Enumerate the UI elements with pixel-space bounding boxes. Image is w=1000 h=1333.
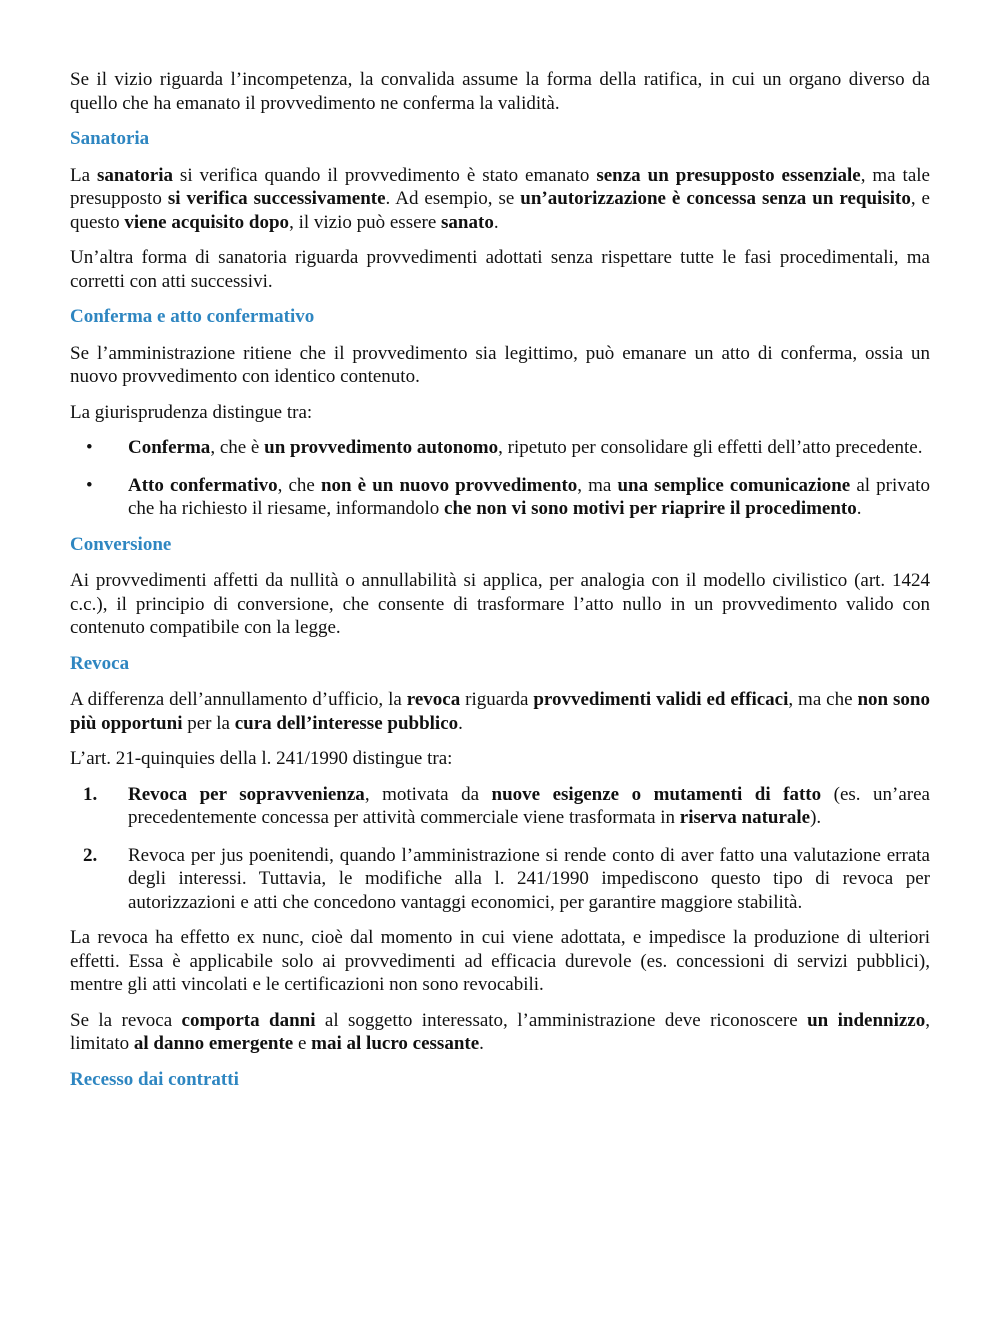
bold-text: cura dell’interesse pubblico bbox=[234, 712, 459, 734]
heading-conversione: Conversione bbox=[70, 533, 172, 555]
heading-sanatoria: Sanatoria bbox=[70, 128, 150, 149]
bullet-marker: • bbox=[86, 474, 93, 496]
list-number: 2. bbox=[83, 844, 98, 866]
bold-text: revoca bbox=[406, 689, 461, 710]
bold-text: al danno emergente bbox=[133, 1033, 294, 1054]
bold-text: Revoca per sopravvenienza bbox=[128, 783, 365, 805]
document-page bbox=[70, 68, 930, 1104]
paragraph-revoca-definition: A differenza dell’annullamento d’ufficio, la revoca riguarda provvedimenti validi ed efficaci, ma che non sono più opportuni per la cura dell’interesse pubblico. bbox=[70, 689, 930, 734]
heading-recesso: Recesso dai contratti bbox=[70, 1068, 239, 1090]
list-item bbox=[70, 436, 930, 460]
bullet-marker: • bbox=[86, 437, 93, 458]
heading-conferma: Conferma e atto confermativo bbox=[70, 306, 315, 327]
paragraph-conversione: Ai provvedimenti affetti da nullità o annullabilità si applica, per analogia con il modello civilistico (art. 1424 c.c.), il principio di conversione, che consente di trasformare l’atto nullo in un provvedimento valido con contenuto compatibile con la legge. bbox=[70, 570, 930, 638]
paragraph-revoca-indennizzo: Se la revoca comporta danni al soggetto interessato, l’amministrazione deve riconoscere un indennizzo, limitato al danno emergente e mai al lucro cessante. bbox=[70, 1009, 930, 1054]
bold-text: comporta danni bbox=[181, 1009, 316, 1031]
bold-text: nuove esigenze o mutamenti di fatto bbox=[491, 783, 822, 805]
bold-text: riserva naturale bbox=[679, 807, 811, 828]
paragraph-conferma-intro: Se l’amministrazione ritiene che il provvedimento sia legittimo, può emanare un atto di conferma, ossia un nuovo provvedimento con identico contenuto. bbox=[70, 342, 930, 387]
bold-text: senza un presupposto essenziale bbox=[596, 164, 861, 186]
bold-text: che non vi sono motivi per riaprire il procedimento bbox=[444, 498, 857, 519]
bold-text: viene acquisito dopo bbox=[124, 211, 290, 233]
list-item bbox=[70, 844, 930, 915]
paragraph-sanatoria-definition: La sanatoria si verifica quando il provvedimento è stato emanato senza un presupposto essenziale, ma tale presupposto si verifica successivamente. Ad esempio, se un’autorizzazione è concessa senza un requisito, e questo viene acquisito dopo, il vizio può essere sanato. bbox=[70, 164, 930, 233]
bold-text: una semplice comunicazione bbox=[617, 474, 851, 496]
paragraph-revoca-art: L’art. 21-quinquies della l. 241/1990 distingue tra: bbox=[70, 748, 453, 769]
list-item-text: Conferma, che è un provvedimento autonomo, ripetuto per consolidare gli effetti dell’atto precedente. bbox=[128, 437, 923, 458]
list-item-text: Atto confermativo, che non è un nuovo provvedimento, ma una semplice comunicazione al privato che ha richiesto il riesame, informandolo che non vi sono motivi per riaprire il procedimento. bbox=[128, 474, 930, 519]
list-item bbox=[70, 474, 930, 521]
list-item-text: Revoca per sopravvenienza, motivata da nuove esigenze o mutamenti di fatto (es. un’area precedentemente concessa per attività commerciale viene trasformata in riserva naturale). bbox=[128, 783, 930, 828]
bold-text: non è un nuovo provvedimento bbox=[320, 474, 578, 496]
bold-text: Conferma bbox=[128, 437, 211, 458]
bold-text: un indennizzo bbox=[807, 1009, 926, 1031]
bold-text: sanatoria bbox=[96, 164, 173, 186]
paragraph-revoca-effects: La revoca ha effetto ex nunc, cioè dal momento in cui viene adottata, e impedisce la produzione di ulteriori effetti. Essa è applicabile solo ai provvedimenti ad efficacia durevole (es. concessioni di servizi pubblici), mentre gli atti vincolati e le certificazioni non sono revocabili. bbox=[70, 927, 930, 995]
list-item bbox=[70, 783, 930, 830]
list-item-text: Revoca per jus poenitendi, quando l’amministrazione si rende conto di aver fatto una valutazione errata degli interessi. Tuttavia, le modifiche alla l. 241/1990 impediscono questo tipo di revoca per autorizzazioni e atti che concedono vantaggi economici, per garantire maggiore stabilità. bbox=[128, 844, 930, 913]
bold-text: provvedimenti validi ed efficaci bbox=[533, 689, 789, 710]
bold-text: un provvedimento autonomo bbox=[264, 437, 499, 458]
bold-text: un’autorizzazione è concessa senza un requisito bbox=[520, 188, 911, 209]
bold-text: sanato bbox=[441, 211, 494, 233]
paragraph-sanatoria-other: Un’altra forma di sanatoria riguarda provvedimenti adottati senza rispettare tutte le fasi procedimentali, ma corretti con atti successivi. bbox=[70, 247, 930, 292]
paragraph-giurisprudenza: La giurisprudenza distingue tra: bbox=[70, 401, 313, 423]
bold-text: Atto confermativo bbox=[128, 474, 278, 496]
numbered-list-revoca bbox=[70, 783, 930, 915]
bold-text: si verifica successivamente bbox=[167, 188, 386, 209]
bullet-list-conferma bbox=[70, 436, 930, 521]
paragraph-ratifica: Se il vizio riguarda l’incompetenza, la convalida assume la forma della ratifica, in cui un organo diverso da quello che ha emanato il provvedimento ne conferma la validità. bbox=[70, 69, 930, 114]
list-number: 1. bbox=[83, 783, 98, 805]
bold-text: non sono più opportuni bbox=[70, 689, 930, 734]
bold-text: mai al lucro cessante bbox=[311, 1033, 480, 1054]
heading-revoca: Revoca bbox=[70, 652, 130, 674]
